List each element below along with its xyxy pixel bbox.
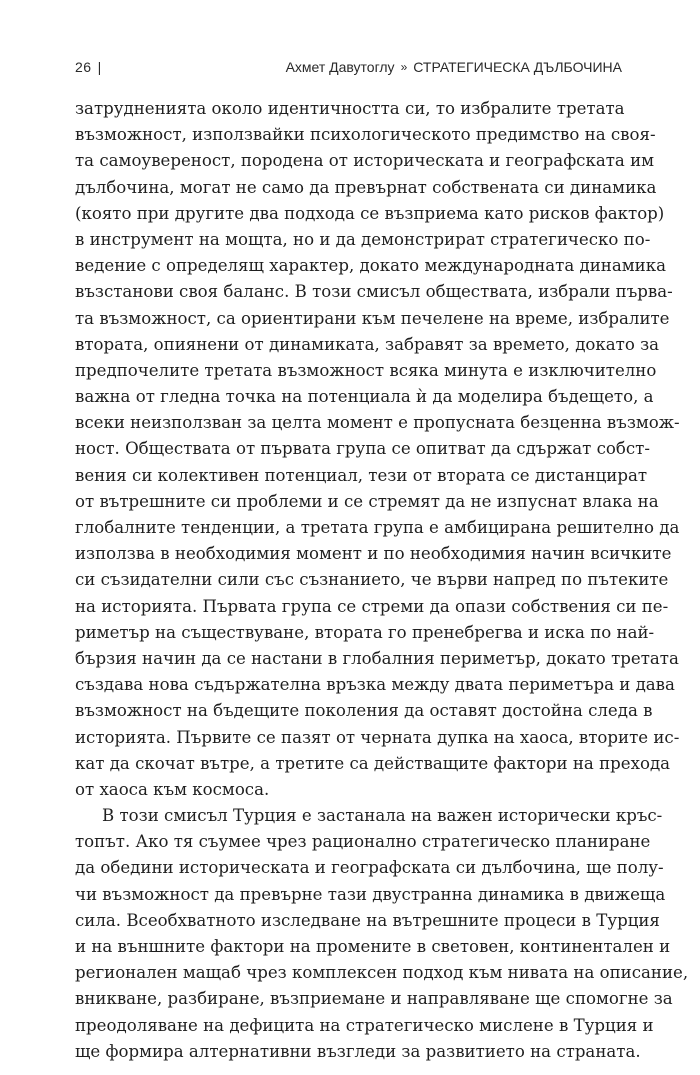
text-line: възстанови своя баланс. В този смисъл обществата, избрали първа- — [75, 282, 673, 302]
text-line: историята. Първите се пазят от черната дупка на хаоса, вторите ис- — [75, 727, 680, 747]
text-line: използва в необходимия момент и по необходимия начин всичките — [75, 544, 672, 564]
text-line: възможност на бъдещите поколения да оставят достойна следа в — [75, 701, 653, 721]
text-line: в инструмент на мощта, но и да демонстрират стратегическо по- — [75, 229, 651, 249]
text-line: втората, опиянени от динамиката, забравят за времето, докато за — [75, 334, 660, 354]
text-line: ще формира алтернативни възгледи за развитието на страната. — [75, 1041, 641, 1061]
text-line: всеки неизползван за целта момент е пропусната безценна възмож- — [75, 413, 680, 433]
text-line: риметър на съществуване, втората го пренебрегва и иска по най- — [75, 622, 655, 642]
text-line: от вътрешните си проблеми и се стремят да не изпуснат влака на — [75, 491, 659, 511]
text-line: си съзидателни сили със съзнанието, че върви напред по пътеките — [75, 570, 669, 590]
text-line: регионален мащаб чрез комплексен подход към нивата на описание, — [75, 963, 689, 983]
text-line: та възможност, са ориентирани към печелене на време, избралите — [75, 308, 670, 328]
text-line: чи възможност да превърне тази двустранна динамика в движеща — [75, 884, 666, 904]
header-left — [75, 59, 101, 75]
text-line: сила. Всеобхватното изследване на вътрешните процеси в Турция — [75, 910, 660, 930]
text-line: и на външните фактори на промените в световен, континентален и — [75, 937, 671, 956]
text-line: ведение с определящ характер, докато международната динамика — [75, 256, 666, 276]
text-line: затрудненията около идентичността си, то избралите третата — [75, 99, 625, 118]
text-line: топът. Ако тя съумее чрез рационално стратегическо планиране — [75, 832, 651, 852]
text-line: предпочелите третата възможност всяка минута е изключително — [75, 360, 657, 380]
text-line: (която при другите два подхода се възприема като рисков фактор) — [75, 203, 665, 223]
text-line: вникване, разбиране, възприемане и направляване ще спомогне за — [75, 989, 673, 1009]
text-line: глобалните тенденции, а третата група е амбицирана решително да — [75, 518, 680, 537]
paragraph — [75, 96, 680, 803]
text-line: В този смисъл Турция е застанала на важен исторически кръс- — [102, 806, 663, 826]
text-line: та самоувереност, породена от историческата и географската им — [75, 151, 655, 171]
text-line: преодоляване на дефицита на стратегическо мислене в Турция и — [75, 1015, 654, 1035]
author-name: Ахмет Давутоглу — [285, 59, 395, 75]
text-line: създава нова съдържателна връзка между двата периметъра и дава — [75, 675, 675, 695]
text-line: ност. Обществата от първата група се опитват да сдържат собст- — [75, 439, 650, 459]
text-line: вения си колективен потенциал, тези от втората се дистанцират — [75, 465, 648, 485]
header-right — [286, 59, 622, 75]
text-line: дълбочина, могат не само да превърнат собствената си динамика — [75, 177, 657, 197]
running-header — [75, 56, 622, 78]
paragraph — [75, 803, 689, 1065]
text-line: да обедини историческата и географската си дълбочина, ще полу- — [75, 858, 664, 878]
header-rule: | — [97, 59, 102, 75]
body-text — [75, 96, 689, 1065]
text-line: бързия начин да се настани в глобалния периметър, докато третата — [75, 648, 679, 668]
book-title: СТРАТЕГИЧЕСКА ДЪЛБОЧИНА — [413, 59, 622, 75]
text-line: на историята. Първата група се стреми да опази собствения си пе- — [75, 596, 669, 616]
text-line: кат да скочат вътре, а третите са действащите фактори на прехода — [75, 753, 671, 773]
header-separator: » — [400, 60, 408, 74]
text-line: възможност, използвайки психологическото предимство на своя- — [75, 125, 656, 145]
page-number: 26 — [75, 59, 92, 75]
text-line: важна от гледна точка на потенциала ѝ да моделира бъдещето, а — [75, 387, 654, 407]
text-line: от хаоса към космоса. — [75, 779, 270, 799]
